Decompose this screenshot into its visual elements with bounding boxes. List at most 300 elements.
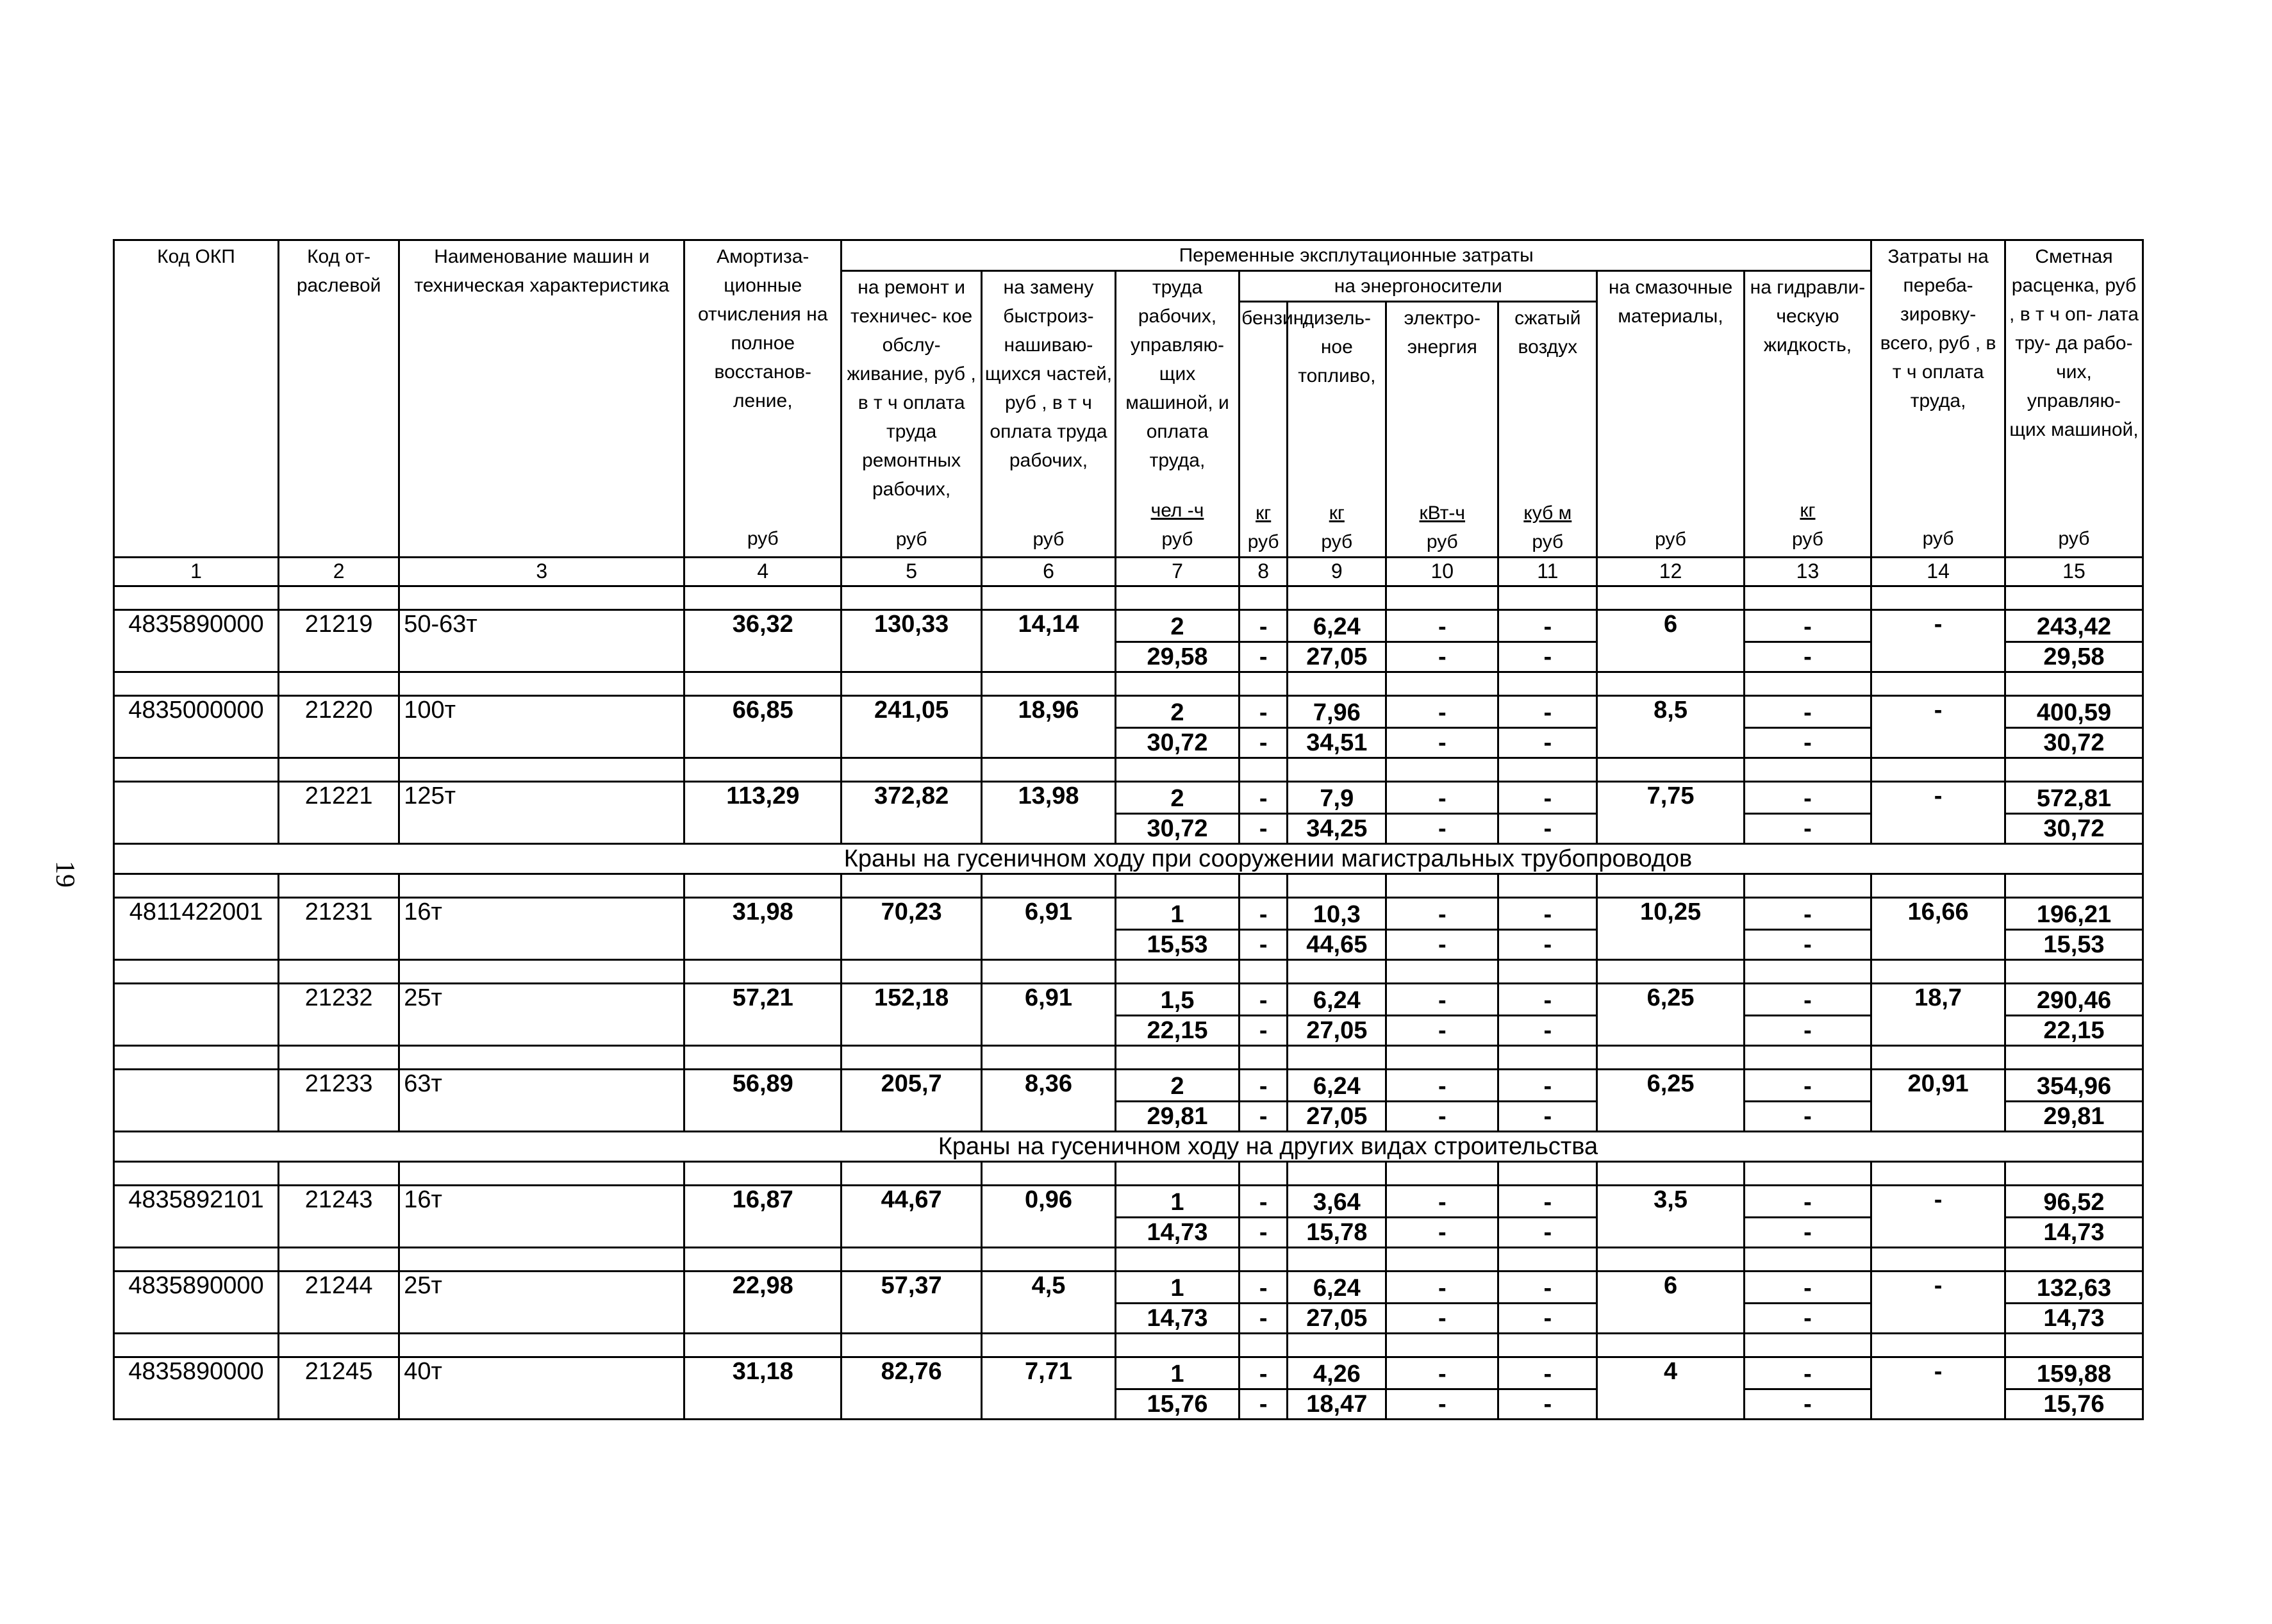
diesel-bottom: 15,78	[1288, 1216, 1385, 1247]
lubricants: 10,25	[1597, 898, 1744, 960]
hydraulic-top: -	[1804, 1275, 1812, 1302]
lubricants: 7,75	[1597, 782, 1744, 844]
hydraulic	[1744, 1070, 1871, 1132]
rate-top: 96,52	[2043, 1189, 2105, 1216]
machine-name: 40т	[399, 1357, 684, 1420]
repair-cost: 372,82	[842, 782, 982, 844]
lubricants: 6	[1597, 1272, 1744, 1334]
header-okp: Код ОКП	[114, 240, 279, 558]
labor-bottom: 14,73	[1116, 1216, 1238, 1247]
petrol	[1240, 610, 1288, 672]
machine-name: 63т	[399, 1070, 684, 1132]
repair-cost: 57,37	[842, 1272, 982, 1334]
hydraulic-bottom: -	[1745, 1100, 1871, 1131]
amortization: 31,98	[684, 898, 842, 960]
petrol-top: -	[1259, 1361, 1268, 1388]
machine-name: 25т	[399, 984, 684, 1046]
hydraulic-top: -	[1804, 987, 1812, 1014]
electricity-bottom: -	[1387, 641, 1497, 671]
hydraulic-bottom: -	[1745, 929, 1871, 959]
header-electricity: электро- энергия кВт-ч руб	[1386, 302, 1498, 558]
column-number: 11	[1498, 558, 1597, 586]
diesel-top: 6,24	[1313, 613, 1361, 640]
air-top: -	[1543, 901, 1552, 928]
column-number: 1	[114, 558, 279, 586]
table-row	[114, 696, 2143, 758]
section-header-row	[114, 1132, 2143, 1162]
diesel	[1288, 984, 1386, 1046]
diesel-bottom: 18,47	[1288, 1388, 1385, 1418]
table-row	[114, 898, 2143, 960]
lubricants: 3,5	[1597, 1186, 1744, 1248]
rate	[2005, 782, 2143, 844]
relocation: 20,91	[1871, 1070, 2005, 1132]
rate	[2005, 898, 2143, 960]
air	[1498, 984, 1597, 1046]
diesel-bottom: 27,05	[1288, 1302, 1385, 1332]
lubricants: 4	[1597, 1357, 1744, 1420]
electricity-bottom: -	[1387, 1100, 1497, 1131]
air	[1498, 696, 1597, 758]
rate-bottom: 29,58	[2006, 641, 2142, 671]
air-bottom: -	[1499, 1100, 1596, 1131]
hydraulic	[1744, 610, 1871, 672]
labor-top: 1,5	[1160, 987, 1195, 1014]
hydraulic-top: -	[1804, 1189, 1812, 1216]
column-number: 15	[2005, 558, 2143, 586]
labor	[1115, 1272, 1239, 1334]
column-number: 2	[279, 558, 399, 586]
hydraulic-top: -	[1804, 1073, 1812, 1100]
table-row	[114, 782, 2143, 844]
hydraulic	[1744, 898, 1871, 960]
column-number-row	[114, 558, 2143, 586]
rate-bottom: 15,76	[2006, 1388, 2142, 1418]
air	[1498, 1186, 1597, 1248]
diesel-top: 6,24	[1313, 1073, 1361, 1100]
air-bottom: -	[1499, 1216, 1596, 1247]
rate-bottom: 14,73	[2006, 1216, 2142, 1247]
diesel-top: 10,3	[1313, 901, 1361, 928]
header-petrol: бензин, кг руб	[1240, 302, 1288, 558]
header-labor: труда рабочих, управляю- щих машиной, и оплата труда, чел -ч руб	[1115, 271, 1239, 558]
branch-code: 21233	[279, 1070, 399, 1132]
rate-top: 196,21	[2036, 901, 2112, 928]
diesel-bottom: 44,65	[1288, 929, 1385, 959]
air	[1498, 610, 1597, 672]
relocation: -	[1871, 782, 2005, 844]
table-row	[114, 1272, 2143, 1334]
petrol-top: -	[1259, 1275, 1268, 1302]
diesel-top: 3,64	[1313, 1189, 1361, 1216]
hydraulic-bottom: -	[1745, 813, 1871, 843]
labor-top: 1	[1170, 901, 1184, 928]
header-relocation: Затраты на переба- зировку- всего, руб , в т ч оплата труда, руб	[1871, 240, 2005, 558]
hydraulic-top: -	[1804, 1361, 1812, 1388]
header-variable-costs: Переменные эксплутационные затраты	[842, 240, 1871, 271]
air	[1498, 1272, 1597, 1334]
column-number: 13	[1744, 558, 1871, 586]
parts-cost: 14,14	[982, 610, 1116, 672]
petrol-top: -	[1259, 987, 1268, 1014]
parts-cost: 0,96	[982, 1186, 1116, 1248]
electricity-top: -	[1438, 1361, 1447, 1388]
air	[1498, 782, 1597, 844]
air-top: -	[1543, 987, 1552, 1014]
petrol-bottom: -	[1240, 1216, 1286, 1247]
amortization: 56,89	[684, 1070, 842, 1132]
amortization: 113,29	[684, 782, 842, 844]
column-number: 3	[399, 558, 684, 586]
parts-cost: 4,5	[982, 1272, 1116, 1334]
petrol-top: -	[1259, 1073, 1268, 1100]
electricity	[1386, 1272, 1498, 1334]
okp-code: 4811422001	[114, 898, 279, 960]
lubricants: 6	[1597, 610, 1744, 672]
air-top: -	[1543, 1275, 1552, 1302]
hydraulic-top: -	[1804, 613, 1812, 640]
repair-cost: 130,33	[842, 610, 982, 672]
column-number: 7	[1115, 558, 1239, 586]
rate-top: 400,59	[2036, 699, 2112, 726]
air-top: -	[1543, 785, 1552, 812]
petrol-top: -	[1259, 1189, 1268, 1216]
column-number: 4	[684, 558, 842, 586]
table-row	[114, 984, 2143, 1046]
column-number: 9	[1288, 558, 1386, 586]
electricity-bottom: -	[1387, 1015, 1497, 1045]
electricity-top: -	[1438, 901, 1447, 928]
electricity	[1386, 610, 1498, 672]
rate-bottom: 22,15	[2006, 1015, 2142, 1045]
okp-code: 4835000000	[114, 696, 279, 758]
branch-code: 21232	[279, 984, 399, 1046]
parts-cost: 18,96	[982, 696, 1116, 758]
electricity-bottom: -	[1387, 813, 1497, 843]
machine-cost-table	[113, 239, 2144, 1420]
petrol	[1240, 1070, 1288, 1132]
section-title	[114, 1132, 2143, 1162]
branch-code: 21244	[279, 1272, 399, 1334]
air-bottom: -	[1499, 641, 1596, 671]
rate	[2005, 1186, 2143, 1248]
relocation: -	[1871, 696, 2005, 758]
rate-top: 290,46	[2036, 987, 2112, 1014]
parts-cost: 6,91	[982, 898, 1116, 960]
relocation: 18,7	[1871, 984, 2005, 1046]
column-number: 8	[1240, 558, 1288, 586]
header-row	[114, 240, 2143, 271]
table-row	[114, 1070, 2143, 1132]
machine-name: 16т	[399, 898, 684, 960]
hydraulic-bottom: -	[1745, 641, 1871, 671]
air-bottom: -	[1499, 1015, 1596, 1045]
diesel	[1288, 1186, 1386, 1248]
rate-top: 132,63	[2036, 1275, 2112, 1302]
okp-code	[114, 782, 279, 844]
hydraulic-bottom: -	[1745, 727, 1871, 757]
rate-top: 159,88	[2036, 1361, 2112, 1388]
petrol-top: -	[1259, 901, 1268, 928]
diesel	[1288, 782, 1386, 844]
labor-top: 1	[1170, 1361, 1184, 1388]
labor	[1115, 984, 1239, 1046]
repair-cost: 70,23	[842, 898, 982, 960]
labor	[1115, 610, 1239, 672]
parts-cost: 7,71	[982, 1357, 1116, 1420]
diesel	[1288, 1272, 1386, 1334]
petrol	[1240, 898, 1288, 960]
electricity-top: -	[1438, 987, 1447, 1014]
labor-top: 2	[1170, 785, 1184, 812]
petrol-bottom: -	[1240, 1100, 1286, 1131]
diesel	[1288, 1070, 1386, 1132]
petrol-top: -	[1259, 785, 1268, 812]
rate	[2005, 984, 2143, 1046]
relocation: -	[1871, 1186, 2005, 1248]
repair-cost: 205,7	[842, 1070, 982, 1132]
machine-name: 16т	[399, 1186, 684, 1248]
rate	[2005, 696, 2143, 758]
column-number: 14	[1871, 558, 2005, 586]
electricity-top: -	[1438, 613, 1447, 640]
labor	[1115, 696, 1239, 758]
repair-cost: 241,05	[842, 696, 982, 758]
electricity-top: -	[1438, 699, 1447, 726]
branch-code: 21243	[279, 1186, 399, 1248]
header-hydraulic: на гидравли- ческую жидкость, кг руб	[1744, 271, 1871, 558]
air	[1498, 898, 1597, 960]
section-title-text: Краны на гусеничном ходу при сооружении магистральных трубопроводов	[843, 845, 1693, 872]
machine-name: 125т	[399, 782, 684, 844]
air-top: -	[1543, 613, 1552, 640]
okp-code: 4835890000	[114, 1272, 279, 1334]
rate-top: 243,42	[2036, 613, 2112, 640]
relocation: -	[1871, 610, 2005, 672]
relocation: -	[1871, 1272, 2005, 1334]
repair-cost: 152,18	[842, 984, 982, 1046]
air-bottom: -	[1499, 1388, 1596, 1418]
rate-bottom: 14,73	[2006, 1302, 2142, 1332]
header-lubricants: на смазочные материалы, руб	[1597, 271, 1744, 558]
labor-top: 2	[1170, 699, 1184, 726]
petrol	[1240, 782, 1288, 844]
okp-code	[114, 984, 279, 1046]
petrol-bottom: -	[1240, 727, 1286, 757]
diesel-bottom: 27,05	[1288, 1015, 1385, 1045]
labor-top: 2	[1170, 613, 1184, 640]
diesel-top: 6,24	[1313, 987, 1361, 1014]
rate-bottom: 29,81	[2006, 1100, 2142, 1131]
hydraulic-top: -	[1804, 901, 1812, 928]
air-top: -	[1543, 1361, 1552, 1388]
branch-code: 21245	[279, 1357, 399, 1420]
air-top: -	[1543, 699, 1552, 726]
repair-cost: 82,76	[842, 1357, 982, 1420]
rate	[2005, 610, 2143, 672]
labor-bottom: 15,76	[1116, 1388, 1238, 1418]
petrol-bottom: -	[1240, 1015, 1286, 1045]
diesel-bottom: 27,05	[1288, 1100, 1385, 1131]
diesel-bottom: 34,51	[1288, 727, 1385, 757]
amortization: 31,18	[684, 1357, 842, 1420]
labor-bottom: 14,73	[1116, 1302, 1238, 1332]
electricity	[1386, 984, 1498, 1046]
labor	[1115, 1186, 1239, 1248]
amortization: 16,87	[684, 1186, 842, 1248]
diesel-top: 6,24	[1313, 1275, 1361, 1302]
header-air: сжатый воздух куб м руб	[1498, 302, 1597, 558]
hydraulic-bottom: -	[1745, 1302, 1871, 1332]
rate-bottom: 30,72	[2006, 813, 2142, 843]
electricity	[1386, 1357, 1498, 1420]
hydraulic	[1744, 1186, 1871, 1248]
diesel-top: 4,26	[1313, 1361, 1361, 1388]
labor-bottom: 15,53	[1116, 929, 1238, 959]
petrol	[1240, 1186, 1288, 1248]
table-row	[114, 1357, 2143, 1420]
column-number: 5	[842, 558, 982, 586]
hydraulic-bottom: -	[1745, 1015, 1871, 1045]
labor-bottom: 29,81	[1116, 1100, 1238, 1131]
petrol-top: -	[1259, 699, 1268, 726]
header-amortization: Амортиза- ционные отчисления на полное восстанов- ление, руб	[684, 240, 842, 558]
petrol	[1240, 1357, 1288, 1420]
rate-bottom: 30,72	[2006, 727, 2142, 757]
labor	[1115, 1357, 1239, 1420]
hydraulic	[1744, 782, 1871, 844]
electricity-top: -	[1438, 1073, 1447, 1100]
electricity	[1386, 1186, 1498, 1248]
diesel	[1288, 898, 1386, 960]
hydraulic-bottom: -	[1745, 1388, 1871, 1418]
repair-cost: 44,67	[842, 1186, 982, 1248]
hydraulic	[1744, 1357, 1871, 1420]
table-row	[114, 610, 2143, 672]
hydraulic	[1744, 984, 1871, 1046]
labor-top: 2	[1170, 1073, 1184, 1100]
labor	[1115, 1070, 1239, 1132]
okp-code: 4835890000	[114, 1357, 279, 1420]
amortization: 66,85	[684, 696, 842, 758]
air-top: -	[1543, 1189, 1552, 1216]
amortization: 57,21	[684, 984, 842, 1046]
electricity-bottom: -	[1387, 1216, 1497, 1247]
okp-code: 4835890000	[114, 610, 279, 672]
column-number: 6	[982, 558, 1116, 586]
air	[1498, 1070, 1597, 1132]
electricity	[1386, 898, 1498, 960]
machine-name: 100т	[399, 696, 684, 758]
branch-code: 21231	[279, 898, 399, 960]
page-number: 19	[50, 861, 79, 888]
air-bottom: -	[1499, 1302, 1596, 1332]
lubricants: 6,25	[1597, 1070, 1744, 1132]
petrol-bottom: -	[1240, 641, 1286, 671]
branch-code: 21221	[279, 782, 399, 844]
header-branch-code: Код от- раслевой	[279, 240, 399, 558]
electricity-top: -	[1438, 1189, 1447, 1216]
section-title	[114, 844, 2143, 874]
petrol-bottom: -	[1240, 929, 1286, 959]
column-number: 10	[1386, 558, 1498, 586]
diesel-top: 7,9	[1320, 785, 1354, 812]
table-row	[114, 1186, 2143, 1248]
parts-cost: 13,98	[982, 782, 1116, 844]
diesel-top: 7,96	[1313, 699, 1361, 726]
petrol-bottom: -	[1240, 1388, 1286, 1418]
diesel-bottom: 34,25	[1288, 813, 1385, 843]
parts-cost: 6,91	[982, 984, 1116, 1046]
petrol-bottom: -	[1240, 1302, 1286, 1332]
machine-name: 50-63т	[399, 610, 684, 672]
air	[1498, 1357, 1597, 1420]
amortization: 22,98	[684, 1272, 842, 1334]
rate	[2005, 1272, 2143, 1334]
machine-name: 25т	[399, 1272, 684, 1334]
electricity-bottom: -	[1387, 1388, 1497, 1418]
petrol-top: -	[1259, 613, 1268, 640]
lubricants: 6,25	[1597, 984, 1744, 1046]
labor-top: 1	[1170, 1275, 1184, 1302]
header-name: Наименование машин и техническая характеристика	[399, 240, 684, 558]
rate-bottom: 15,53	[2006, 929, 2142, 959]
electricity	[1386, 696, 1498, 758]
petrol	[1240, 696, 1288, 758]
labor-bottom: 30,72	[1116, 727, 1238, 757]
labor-bottom: 30,72	[1116, 813, 1238, 843]
labor	[1115, 782, 1239, 844]
okp-code	[114, 1070, 279, 1132]
header-rate: Сметная расценка, руб , в т ч оп- лата тру- да рабо- чих, управляю- щих машиной, руб	[2005, 240, 2143, 558]
air-bottom: -	[1499, 813, 1596, 843]
hydraulic-bottom: -	[1745, 1216, 1871, 1247]
lubricants: 8,5	[1597, 696, 1744, 758]
rate-top: 354,96	[2036, 1073, 2112, 1100]
electricity-top: -	[1438, 1275, 1447, 1302]
labor-bottom: 29,58	[1116, 641, 1238, 671]
section-header-row	[114, 844, 2143, 874]
header-parts: на замену быстроиз- нашиваю- щихся частей, руб , в т ч оплата труда рабочих, руб	[982, 271, 1116, 558]
relocation: 16,66	[1871, 898, 2005, 960]
diesel	[1288, 1357, 1386, 1420]
electricity	[1386, 1070, 1498, 1132]
branch-code: 21220	[279, 696, 399, 758]
petrol	[1240, 1272, 1288, 1334]
electricity-bottom: -	[1387, 1302, 1497, 1332]
labor	[1115, 898, 1239, 960]
rate	[2005, 1357, 2143, 1420]
air-bottom: -	[1499, 727, 1596, 757]
petrol	[1240, 984, 1288, 1046]
rate	[2005, 1070, 2143, 1132]
amortization: 36,32	[684, 610, 842, 672]
hydraulic-top: -	[1804, 785, 1812, 812]
electricity-bottom: -	[1387, 727, 1497, 757]
hydraulic	[1744, 696, 1871, 758]
electricity	[1386, 782, 1498, 844]
header-repair: на ремонт и техничес- кое обслу- живание, руб , в т ч оплата труда ремонтных рабочих, руб	[842, 271, 982, 558]
header-diesel: дизель- ное топливо, кг руб	[1288, 302, 1386, 558]
air-top: -	[1543, 1073, 1552, 1100]
diesel	[1288, 696, 1386, 758]
header-energy: на энергоносители	[1240, 271, 1597, 302]
electricity-top: -	[1438, 785, 1447, 812]
section-title-text: Краны на гусеничном ходу на других видах строительства	[938, 1133, 1598, 1160]
column-number: 12	[1597, 558, 1744, 586]
hydraulic	[1744, 1272, 1871, 1334]
air-bottom: -	[1499, 929, 1596, 959]
